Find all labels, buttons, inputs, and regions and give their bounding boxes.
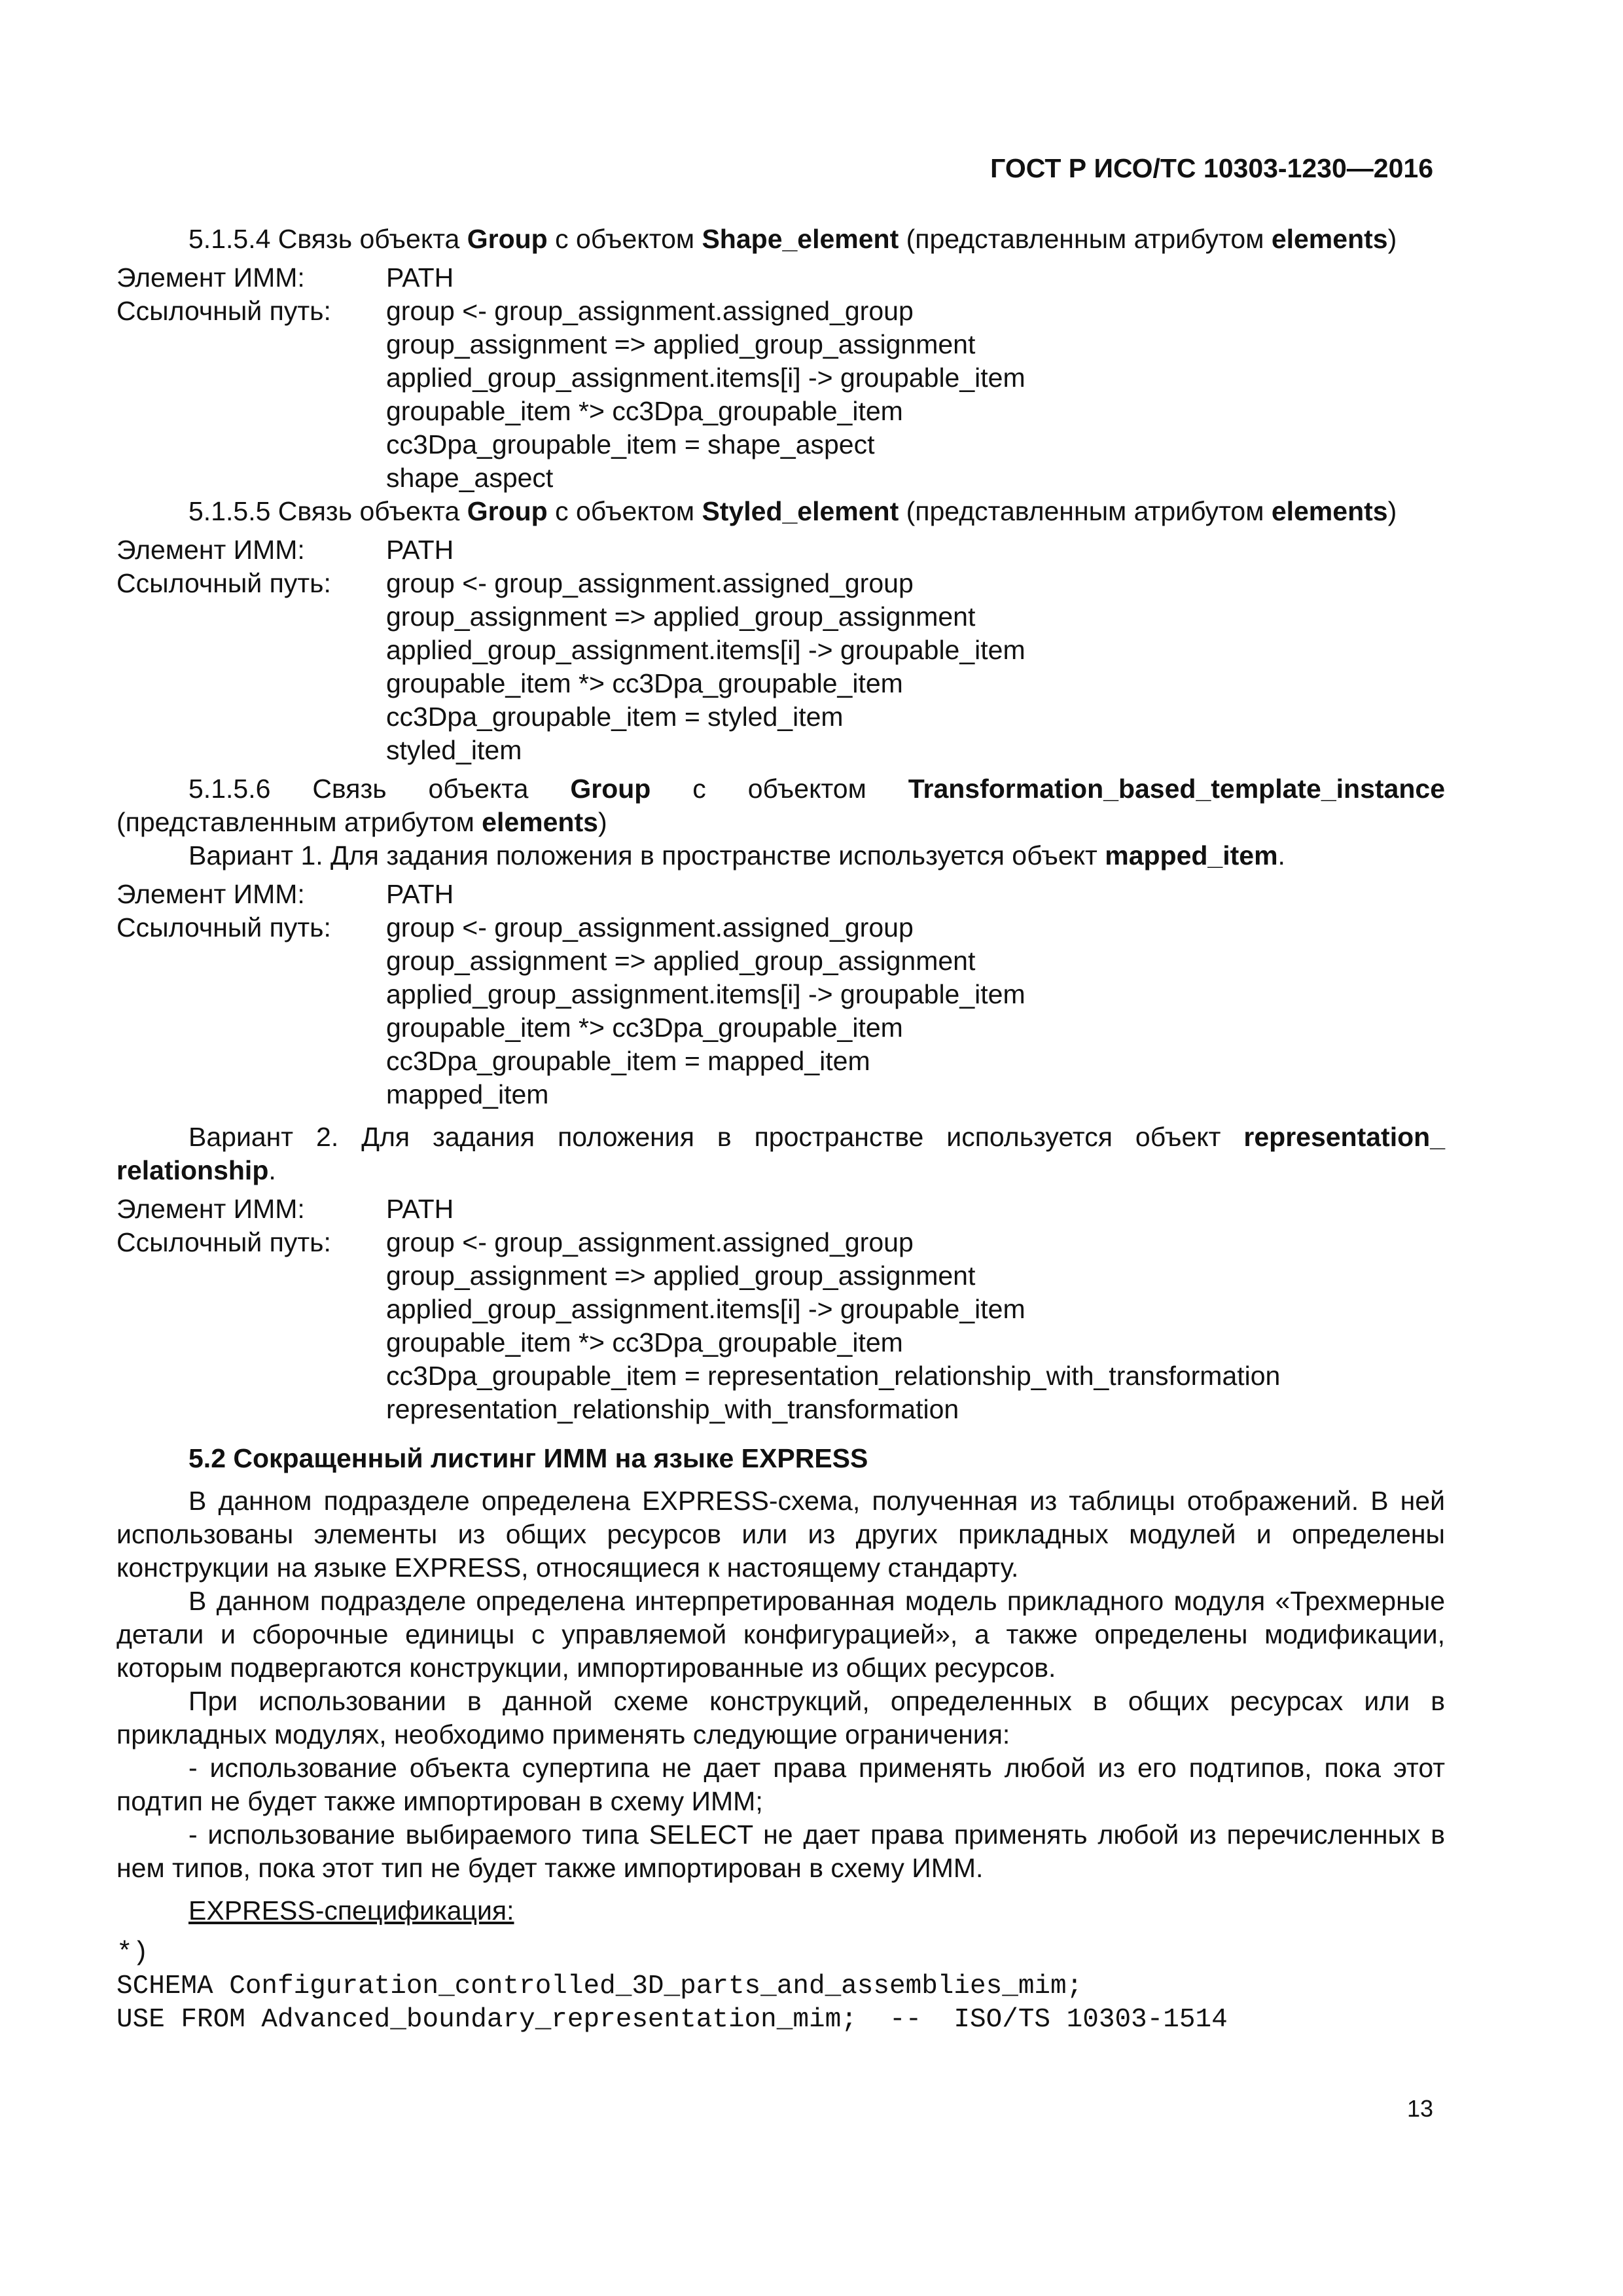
express-code-block [116, 1937, 1445, 2037]
subclause-number: 5.1.5.5 [188, 496, 271, 526]
imm-element-label: Элемент ИММ: [116, 879, 305, 909]
path-line: groupable_item *> cc3Dpa_groupable_item [386, 1327, 903, 1357]
entity-name: Group [467, 496, 548, 526]
reference-path [386, 295, 1445, 495]
path-line: group_assignment => applied_group_assignment [386, 601, 976, 632]
heading-text: (представленным атрибутом [899, 224, 1272, 254]
entity-name: Transformation_based_template_instance [908, 774, 1445, 804]
heading-text: (представленным атрибутом [116, 807, 482, 837]
document-header: ГОСТ Р ИСО/ТС 10303-1230—2016 [990, 153, 1433, 183]
subclause-number: 5.1.5.4 [188, 224, 271, 254]
imm-element-value: PATH [386, 535, 454, 565]
attribute-name: elements [482, 807, 598, 837]
subclause-5-1-5-4-heading [116, 223, 1445, 256]
path-line: cc3Dpa_groupable_item = shape_aspect [386, 429, 875, 459]
variant-text: Вариант 2. Для задания положения в пространстве используется объект [188, 1122, 1244, 1152]
reference-path-label: Ссылочный путь: [116, 296, 331, 326]
mapping-5-1-5-6-variant-2 [116, 1193, 1445, 1426]
heading-text: Связь объекта [270, 774, 571, 804]
entity-name: Shape_element [702, 224, 899, 254]
section-paragraph: При использовании в данной схеме конструкций, определенных в общих ресурсах или в прикладных модулях, необходимо применять следующие ограничения: [116, 1686, 1445, 1749]
section-paragraph: В данном подразделе определена EXPRESS-схема, полученная из таблицы отображений. В ней использованы элементы из общих ресурсов или из других прикладных модулей и определены конструкции на языке EXPRESS, относящиеся к настоящему стандарту. [116, 1486, 1445, 1583]
path-line: styled_item [386, 735, 522, 765]
express-spec-heading [116, 1894, 1445, 1928]
path-line: groupable_item *> cc3Dpa_groupable_item [386, 668, 903, 698]
path-line: cc3Dpa_groupable_item = representation_relationship_with_transformation [386, 1361, 1281, 1391]
code-line: *) [116, 1938, 149, 1968]
imm-element-value: PATH [386, 879, 454, 909]
mapping-5-1-5-5 [116, 533, 1445, 767]
path-line: groupable_item *> cc3Dpa_groupable_item [386, 396, 903, 426]
path-line: applied_group_assignment.items[i] -> groupable_item [386, 363, 1026, 393]
path-line: group <- group_assignment.assigned_group [386, 568, 914, 598]
variant-1-text [116, 839, 1445, 872]
mapping-5-1-5-4 [116, 261, 1445, 495]
path-line: group_assignment => applied_group_assignment [386, 329, 976, 359]
heading-text: с объектом [651, 774, 908, 804]
heading-text: Связь объекта [270, 496, 467, 526]
attribute-name: elements [1271, 224, 1388, 254]
entity-name: Styled_element [702, 496, 899, 526]
reference-path-label: Ссылочный путь: [116, 1227, 331, 1257]
path-line: mapped_item [386, 1079, 549, 1109]
heading-text: Связь объекта [270, 224, 467, 254]
imm-element-label: Элемент ИММ: [116, 262, 305, 293]
section-paragraph: В данном подразделе определена интерпретированная модель прикладного модуля «Трехмерные детали и сборочные единицы с управляемой конфигурацией», а также определены модификации, которым подвергаются конструкции, импортированные из общих ресурсов. [116, 1586, 1445, 1683]
path-line: representation_relationship_with_transformation [386, 1394, 959, 1424]
variant-text: . [268, 1155, 276, 1185]
page-number: 13 [1406, 2095, 1433, 2122]
reference-path [386, 1226, 1445, 1426]
subclause-5-1-5-6-heading [116, 772, 1445, 839]
imm-element-value: PATH [386, 262, 454, 293]
reference-path-label: Ссылочный путь: [116, 912, 331, 942]
heading-text: с объектом [547, 496, 702, 526]
page-content [116, 223, 1445, 2037]
entity-name: Group [467, 224, 548, 254]
path-line: shape_aspect [386, 463, 554, 493]
path-line: group <- group_assignment.assigned_group [386, 1227, 914, 1257]
heading-text: ) [1387, 496, 1397, 526]
entity-name: Group [570, 774, 651, 804]
heading-text: ) [1387, 224, 1397, 254]
path-line: groupable_item *> cc3Dpa_groupable_item [386, 1013, 903, 1043]
heading-text: ) [597, 807, 607, 837]
path-line: applied_group_assignment.items[i] -> groupable_item [386, 979, 1026, 1009]
express-spec-link: EXPRESS-спецификация: [188, 1895, 514, 1926]
heading-text: с объектом [547, 224, 702, 254]
path-line: cc3Dpa_groupable_item = mapped_item [386, 1046, 870, 1076]
mapping-5-1-5-6-variant-1 [116, 878, 1445, 1111]
reference-path [386, 567, 1445, 767]
imm-element-label: Элемент ИММ: [116, 535, 305, 565]
variant-text: Вариант 1. Для задания положения в пространстве используется объект [188, 840, 1105, 870]
restriction-item: - использование объекта супертипа не дает права применять любой из его подтипов, пока этот подтип не будет также импортирован в схему ИММ; [116, 1753, 1445, 1816]
heading-text: (представленным атрибутом [899, 496, 1272, 526]
imm-element-value: PATH [386, 1194, 454, 1224]
code-line: USE FROM Advanced_boundary_representation_mim; -- ISO/TS 10303-1514 [116, 2005, 1228, 2035]
code-line: SCHEMA Configuration_controlled_3D_parts_and_assemblies_mim; [116, 1971, 1083, 2001]
variant-text: . [1277, 840, 1285, 870]
path-line: group_assignment => applied_group_assignment [386, 946, 976, 976]
path-line: cc3Dpa_groupable_item = styled_item [386, 702, 844, 732]
section-5-2-title: 5.2 Сокращенный листинг ИММ на языке EXPRESS [188, 1443, 868, 1473]
imm-element-label: Элемент ИММ: [116, 1194, 305, 1224]
variant-2-text [116, 1121, 1445, 1187]
path-line: group <- group_assignment.assigned_group [386, 296, 914, 326]
path-line: applied_group_assignment.items[i] -> groupable_item [386, 635, 1026, 665]
reference-path [386, 911, 1445, 1111]
attribute-name: elements [1271, 496, 1388, 526]
subclause-5-1-5-5-heading [116, 495, 1445, 528]
path-line: applied_group_assignment.items[i] -> groupable_item [386, 1294, 1026, 1324]
reference-path-label: Ссылочный путь: [116, 568, 331, 598]
subclause-number: 5.1.5.6 [188, 774, 271, 804]
path-line: group <- group_assignment.assigned_group [386, 912, 914, 942]
entity-name: mapped_item [1105, 840, 1278, 870]
entity-name: representation_ relationship [116, 1122, 1445, 1185]
restriction-item: - использование выбираемого типа SELECT не дает права применять любой из перечисленных в нем типов, пока этот тип не будет также импортирован в схему ИММ. [116, 1820, 1445, 1883]
path-line: group_assignment => applied_group_assignment [386, 1261, 976, 1291]
